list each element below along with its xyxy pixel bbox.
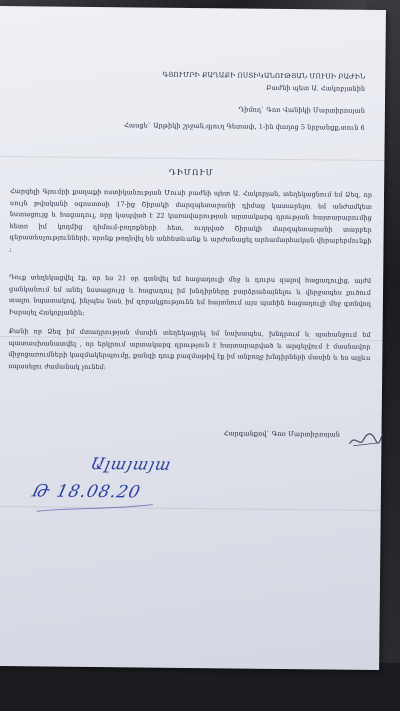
department-head: Բաժնի պետ Ա. Հակոբյանին <box>266 83 366 93</box>
handwritten-word: Ալայայա <box>89 454 174 474</box>
paragraph-3: Քանի որ Ձեզ իմ մտադրության մասին տեղեկացրել եմ նախապես, խնդրում և պահանջում եմ պատասխանատվել , որ երկրում արտակարգ դրություն է հայտարարված և արգելվում է մասնավոր միջոցառումների կազմակերպումը, քանզի դուք բազմաթիվ էք իմ անբողջ խնդիրների մասին և ես այլևս սպասելու ժամանակ չունեմ: <box>8 327 371 371</box>
paper-crease <box>0 156 384 161</box>
addressee: ԳՅՈՒՄՐԻ ՔԱՂԱՔԻ ՈՍՏԻԿԱՆՈՒԹՅԱՆ ՄՈՒՍԻ ԲԱԺԻՆ <box>162 70 366 81</box>
handwritten-date: Թ 18.08.20 <box>30 481 143 503</box>
pen-underline <box>30 451 204 523</box>
signature-scribble <box>347 428 383 450</box>
document-title: ԴԻՄՈՒՄ <box>168 167 214 178</box>
paragraph-1: Հարգելի Գյումրի քաղաքի ոստիկանության Մուսի բաժնի պետ Ա. Հակոբյան, տեղեկացնում եմ Ձեզ, որ սույն թվականի օգոստոսի 17-ից Շիրակի մարզպետարանի դիմաց կատարելու եմ անժամկետ նստացույց և հացադուլ, որը կապված է 22 կառավարության արտակարգ դրության հայտարարումից հետո իմ կողմից դիմում-բողոքների հետ, ուղղված Շիրակի մարզպետարանի տարբեր գերատեսչությունների, որոնք թողնվել են անհետևանք և արժանացել արհամարհական վերաբերմունքի ; <box>9 187 373 254</box>
paper-sheet <box>0 6 386 670</box>
signer-name: Հարգանքով` Գոռ Մարտիրոսյան <box>223 429 341 439</box>
paragraph-2: Դուք տեղեկացվել էք, որ ես 21 օր գտնվել եմ հացադուլի մեջ և դուրս զալով հացադուլից, այժմ ցանկանում եմ անել նստացույց և հացադուլ իմ խնդիրները բարձրաձայնելու և վերջապես լուծում տալու նպատակով, ինչպես նաև իմ զորակցությունն եմ հայտնում այս պահին հացադուլի մեջ գտնվող Իսրայել Հակոբյանին; <box>8 273 372 317</box>
sender-line: Դիմող` Գոռ Վանիկի Մարտիրոսյան <box>238 105 365 115</box>
address-line: Հասցե` Արթիկի շրջան,գյուղ Գետափ, 1-ին փողոց 5 նրբանցք,տուն 6 <box>124 121 365 132</box>
background-bottom <box>0 663 400 711</box>
handwritten-note <box>30 451 204 523</box>
